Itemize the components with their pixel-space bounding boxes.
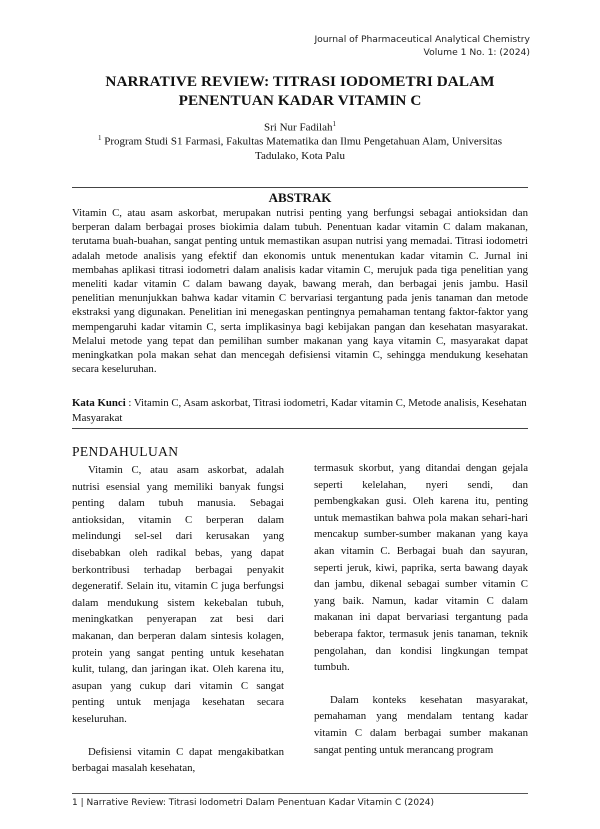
- footer-rule: [72, 793, 528, 794]
- affiliation-marker: 1: [97, 134, 102, 142]
- page-number: 1: [72, 798, 78, 808]
- footer-separator: |: [80, 798, 84, 808]
- intro-paragraph-1: Vitamin C, atau asam askorbat, adalah nutrisi esensial yang memiliki banyak fungsi penting dalam tubuh manusia. Sebagai antioksidan, vitamin C berperan dalam melindungi sel-sel dari kerusakan yang disebabkan oleh radikal bebas, yang dapat berkontribusi terhadap berbagai penyakit degeneratif. Selain itu, vitamin C juga berfungsi dalam mendukung sistem kekebalan tubuh, meningkatkan penyerapan zat besi dari makanan, dan berperan dalam sintesis kolagen, protein yang sangat penting untuk kesehatan kulit, tulang, dan jaringan ikat. Oleh karena itu, asupan yang cukup dari vitamin C sangat penting untuk menjaga kesehatan secara keseluruhan.: [72, 464, 284, 725]
- author-marker: 1: [332, 120, 336, 128]
- title-line-2: PENENTUAN KADAR VITAMIN C: [178, 92, 422, 109]
- right-column: [314, 460, 528, 758]
- intro-paragraph-2-continued: termasuk skorbut, yang ditandai dengan gejala seperti kelelahan, nyeri sendi, dan pembengkakan gusi. Oleh karena itu, penting untuk memastikan bahwa pola makan sehari-hari mencakup sumber-sumber makanan yang kaya akan vitamin C. Berbagai buah dan sayuran, seperti jeruk, kiwi, paprika, serta bawang dayak dan jambu, dikenal sebagai sumber vitamin C yang baik. Namun, kadar vitamin C dalam makanan ini dapat bervariasi tergantung pada beberapa faktor, termasuk jenis tanaman, teknik pengolahan, dan kondisi lingkungan tempat tumbuh.: [314, 462, 528, 674]
- left-column: [72, 462, 284, 777]
- section-heading-introduction: PENDAHULUAN: [72, 444, 179, 459]
- journal-volume: Volume 1 No. 1: (2024): [423, 46, 530, 58]
- title-line-1: NARRATIVE REVIEW: TITRASI IODOMETRI DALAM: [105, 73, 495, 90]
- page-footer: [72, 797, 434, 809]
- intro-paragraph-2: Defisiensi vitamin C dapat mengakibatkan berbagai masalah kesehatan,: [72, 745, 284, 775]
- footer-text: Narrative Review: Titrasi Iodometri Dalam Penentuan Kadar Vitamin C (2024): [86, 798, 435, 808]
- paper-title: [60, 72, 540, 110]
- keywords-text: : Vitamin C, Asam askorbat, Titrasi iodometri, Kadar vitamin C, Metode analisis, Kesehatan Masyarakat: [72, 397, 527, 424]
- journal-name: Journal of Pharmaceutical Analytical Chemistry: [314, 34, 530, 45]
- intro-paragraph-3: Dalam konteks kesehatan masyarakat, pemahaman yang mendalam tentang kadar vitamin C dalam berbagai sumber makanan sangat penting untuk merancang program: [314, 693, 528, 756]
- keywords-label: Kata Kunci: [72, 397, 126, 409]
- keywords-bottom-rule: [72, 428, 528, 429]
- abstract-heading: ABSTRAK: [268, 190, 332, 205]
- abstract-text: Vitamin C, atau asam askorbat, merupakan nutrisi penting yang berfungsi sebagai antioksidan dan berperan dalam berbagai proses biokimia dalam tubuh. Penentuan kadar vitamin C dalam makanan, terutama buah-buahan, sangat penting untuk memastikan asupan nutrisi yang memadai. Titrasi iodometri adalah metode analisis yang efektif dan ekonomis untuk menentukan kadar vitamin C. Jurnal ini membahas aplikasi titrasi iodometri dalam analisis kadar vitamin C, merujuk pada tiga penelitian yang meneliti kadar vitamin C dalam bawang dayak, bawang merah, dan berbagai jenis jambu. Hasil penelitian menunjukkan bahwa kadar vitamin C bervariasi tergantung pada jenis tanaman dan metode ekstraksi yang digunakan. Penelitian ini menegaskan pentingnya pemahaman tentang faktor-faktor yang mempengaruhi kadar vitamin C, serta implikasinya bagi kebijakan pangan dan kesehatan masyarakat. Melalui metode yang tepat dan pemilihan sumber makanan yang kaya vitamin C, masyarakat dapat meningkatkan pola makan sehat dan mencegah defisiensi vitamin C, sehingga mendukung kesehatan secara keseluruhan.: [72, 207, 528, 376]
- abstract-top-rule: [72, 187, 528, 188]
- keywords: [72, 396, 528, 425]
- journal-header: [314, 34, 530, 59]
- affiliation-line-1: Program Studi S1 Farmasi, Fakultas Matematika dan Ilmu Pengetahuan Alam, Universitas: [104, 135, 503, 148]
- author-name: Sri Nur Fadilah: [264, 121, 333, 134]
- affiliation: [70, 131, 530, 164]
- affiliation-line-2: Tadulako, Kota Palu: [255, 150, 345, 163]
